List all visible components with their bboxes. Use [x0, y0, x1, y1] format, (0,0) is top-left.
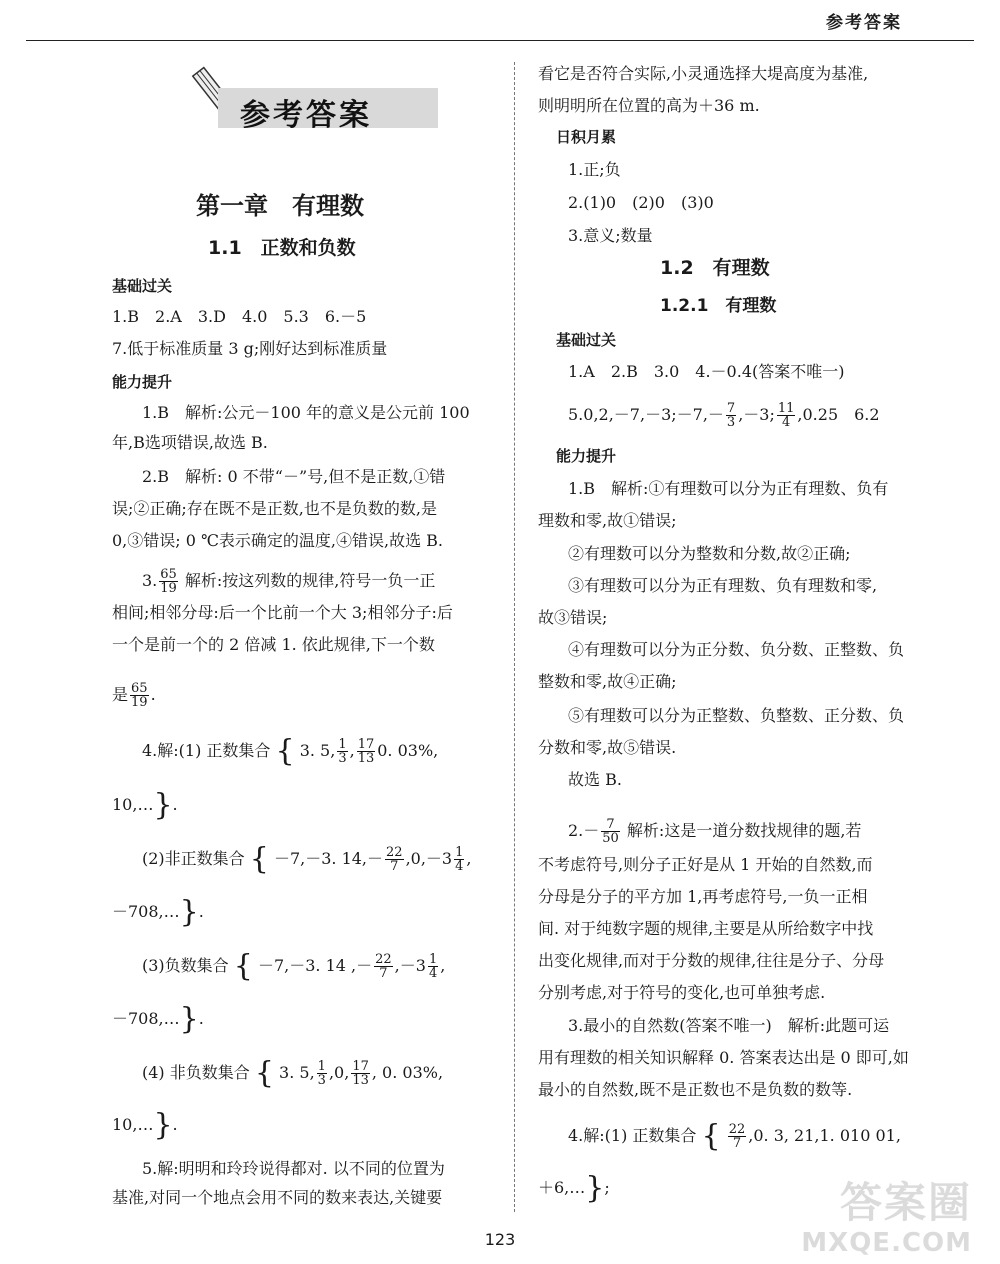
- answer-line: 1.B 解析:①有理数可以分为正有理数、负有: [568, 479, 889, 498]
- answer-line: [112, 894, 204, 930]
- basic-answers-1: 1.B 2.A 3.D 4.0 5.3 6.－5: [112, 307, 367, 326]
- answer-line: 2.(1)0 (2)0 (3)0: [568, 193, 714, 212]
- right-brace: }: [179, 1001, 199, 1037]
- right-brace: }: [153, 1107, 173, 1143]
- fraction: $\frac{22}{7}$: [728, 1122, 746, 1151]
- answer-text: (4) 非负数集合: [142, 1063, 250, 1082]
- answer-text: 解析:按这列数的规律,符号一负一正: [184, 571, 436, 590]
- answer-line: 年,B选项错误,故选 B.: [112, 433, 268, 452]
- answer-line: [112, 787, 178, 823]
- answer-line: 2.B 解析: 0 不带“－”号,但不是正数,①错: [142, 467, 446, 486]
- answer-line: 分母是分子的平方加 1,再考虑符号,一负一正相: [538, 887, 868, 906]
- fraction: $\frac{22}{7}$: [375, 952, 392, 981]
- answer-text: 解析:这是一道分数找规律的题,若: [626, 821, 862, 840]
- answer-line: [142, 568, 435, 595]
- fraction: $\frac{7}{3}$: [726, 401, 736, 430]
- answer-line: 整数和零,故④正确;: [538, 672, 677, 691]
- answer-text: (2)非正数集合: [142, 849, 245, 868]
- answer-line: 1.正;负: [568, 160, 621, 179]
- answer-line: [142, 841, 472, 877]
- header-rule: [26, 40, 974, 41]
- left-brace: {: [249, 841, 269, 877]
- answer-text: .: [150, 685, 156, 704]
- answer-line: 理数和零,故①错误;: [538, 511, 677, 530]
- answer-text: (3)负数集合: [142, 956, 229, 975]
- answer-text: 4.解:(1) 正数集合: [568, 1126, 697, 1145]
- fraction: $\frac{1}{4}$: [428, 952, 438, 981]
- answer-text: 3. 5,: [299, 741, 336, 760]
- answer-text: 5.0,2,－7,－3;－7,－: [568, 405, 724, 424]
- answer-number: 3.: [142, 571, 158, 590]
- right-brace: }: [153, 787, 173, 823]
- fraction: $\frac{17}{13}$: [357, 737, 375, 766]
- answer-line: 间. 对于纯数字题的规律,主要是从所给数字中找: [538, 919, 874, 938]
- answer-text: 10,…: [112, 1115, 154, 1134]
- answer-text: ,0. 3, 21,1. 010 01,: [748, 1126, 901, 1145]
- left-brace: {: [275, 733, 295, 769]
- answer-text: 0. 03%,: [377, 741, 439, 760]
- heading-daily: 日积月累: [556, 128, 617, 146]
- fraction: $\frac{22}{7}$: [386, 845, 403, 874]
- section-title-1-2: 1.2 有理数: [660, 257, 770, 279]
- answer-line: [538, 1170, 610, 1206]
- answer-line: 基准,对同一个地点会用不同的数来表达,关键要: [112, 1188, 443, 1207]
- right-brace: }: [179, 894, 199, 930]
- left-brace: {: [233, 948, 253, 984]
- answer-text: －7,－3. 14,－: [273, 849, 384, 868]
- answer-line: 最小的自然数,既不是正数也不是负数的数等.: [538, 1080, 853, 1099]
- answer-text: ,: [466, 849, 472, 868]
- answer-line: 分别考虑,对于符号的变化,也可单独考虑.: [538, 983, 826, 1002]
- answer-text: 是: [112, 685, 129, 704]
- answer-line: [112, 1001, 204, 1037]
- page-number: 123: [484, 1230, 516, 1249]
- answer-line: [142, 948, 446, 984]
- answer-text: .: [198, 902, 204, 921]
- answer-text: ＋6,…: [538, 1178, 586, 1197]
- answer-text: ,－3: [394, 956, 426, 975]
- left-brace: {: [701, 1118, 721, 1154]
- answer-line: [568, 402, 880, 429]
- heading-advanced: 能力提升: [112, 373, 173, 391]
- answer-line: 3.意义;数量: [568, 226, 653, 245]
- section-title-1-2-1: 1.2.1 有理数: [660, 296, 777, 316]
- heading-advanced: 能力提升: [556, 447, 617, 465]
- answer-line: [112, 1107, 178, 1143]
- answer-line: 则明明所在位置的高为＋36 m.: [538, 96, 760, 115]
- answer-line: 1.A 2.B 3.0 4.－0.4(答案不唯一): [568, 362, 845, 381]
- chapter-title: 第一章 有理数: [196, 192, 364, 220]
- answer-line: 用有理数的相关知识解释 0. 答案表达出是 0 即可,如: [538, 1048, 909, 1067]
- answer-line: 0,③错误; 0 ℃表示确定的温度,④错误,故选 B.: [112, 531, 444, 550]
- answer-text: , 0. 03%,: [371, 1063, 444, 1082]
- column-divider: [514, 62, 515, 1212]
- answer-text: －7,－3. 14 ,－: [257, 956, 373, 975]
- watermark-text: 答案圈: [839, 1178, 972, 1227]
- fraction: $\frac{1}{3}$: [317, 1059, 326, 1088]
- fraction: $\frac{65}{19}$: [131, 681, 148, 710]
- answer-line: ④有理数可以分为正分数、负分数、正整数、负: [568, 640, 905, 659]
- heading-basic: 基础过关: [112, 277, 173, 295]
- answer-text: ,－3;: [738, 405, 775, 424]
- answer-text: 2.－: [568, 821, 600, 840]
- answer-line: ②有理数可以分为整数和分数,故②正确;: [568, 544, 851, 563]
- answer-line: [142, 1055, 444, 1091]
- answer-text: .: [172, 795, 178, 814]
- answer-text: 4.解:(1) 正数集合: [142, 741, 271, 760]
- answer-line: 3.最小的自然数(答案不唯一) 解析:此题可运: [568, 1016, 890, 1035]
- answer-line: ⑤有理数可以分为正整数、负整数、正分数、负: [568, 706, 905, 725]
- right-brace: }: [585, 1170, 605, 1206]
- answer-line: 5.解:明明和玲玲说得都对. 以不同的位置为: [142, 1159, 445, 1178]
- fraction: $\frac{17}{13}$: [352, 1059, 369, 1088]
- answer-line: 看它是否符合实际,小灵通选择大堤高度为基准,: [538, 64, 869, 83]
- left-brace: {: [254, 1055, 274, 1091]
- answer-text: .: [172, 1115, 178, 1134]
- basic-answers-2: 7.低于标准质量 3 g;刚好达到标准质量: [112, 339, 388, 358]
- answer-line: [112, 682, 156, 709]
- answer-line: 不考虑符号,则分子正好是从 1 开始的自然数,而: [538, 855, 873, 874]
- answer-text: ,0.25 6.2: [797, 405, 880, 424]
- answer-line: 分数和零,故⑤错误.: [538, 738, 677, 757]
- answer-line: 相间;相邻分母:后一个比前一个大 3;相邻分子:后: [112, 603, 453, 622]
- fraction: $\frac{7}{50}$: [602, 817, 619, 846]
- answer-line: 一个是前一个的 2 倍减 1. 依此规律,下一个数: [112, 635, 435, 654]
- answer-line: [568, 818, 861, 845]
- heading-basic: 基础过关: [556, 331, 617, 349]
- answer-text: .: [198, 1009, 204, 1028]
- running-header-title: 参考答案: [826, 13, 902, 33]
- answer-text: ,: [440, 956, 446, 975]
- answer-line: [568, 1118, 901, 1154]
- section-title-1-1: 1.1 正数和负数: [208, 237, 356, 259]
- answer-text: －708,…: [112, 1009, 180, 1028]
- answer-line: 故选 B.: [568, 770, 622, 789]
- fraction: $\frac{65}{19}$: [160, 567, 177, 596]
- answer-text: －708,…: [112, 902, 180, 921]
- fraction: $\frac{1}{3}$: [338, 737, 347, 766]
- watermark-logo: [801, 1170, 972, 1260]
- banner-title: 参考答案: [240, 98, 372, 133]
- answer-line: 故③错误;: [538, 608, 608, 627]
- answer-line: ③有理数可以分为正有理数、负有理数和零,: [568, 576, 878, 595]
- fraction: $\frac{11}{4}$: [777, 401, 795, 430]
- answer-text: 3. 5,: [279, 1063, 315, 1082]
- answer-line: 误;②正确;存在既不是正数,也不是负数的数,是: [112, 499, 437, 518]
- answer-banner: [190, 62, 440, 134]
- answer-text: ,0,－3: [405, 849, 453, 868]
- fraction: $\frac{1}{4}$: [455, 845, 464, 874]
- answer-text: ,0,: [328, 1063, 350, 1082]
- answer-text: ;: [604, 1178, 610, 1197]
- answer-line: 出变化规律,而对于分数的规律,往往是分子、分母: [538, 951, 885, 970]
- answer-line: 4.解:(1) 正数集合 { 3. 5, $\frac{1}{3}$ , $\frac{17}{13}$ 0. 03%,: [142, 733, 439, 769]
- answer-line: 1.B 解析:公元－100 年的意义是公元前 100: [142, 403, 470, 422]
- watermark-url: MXQE.COM: [801, 1228, 972, 1258]
- answer-text: 10,…: [112, 795, 154, 814]
